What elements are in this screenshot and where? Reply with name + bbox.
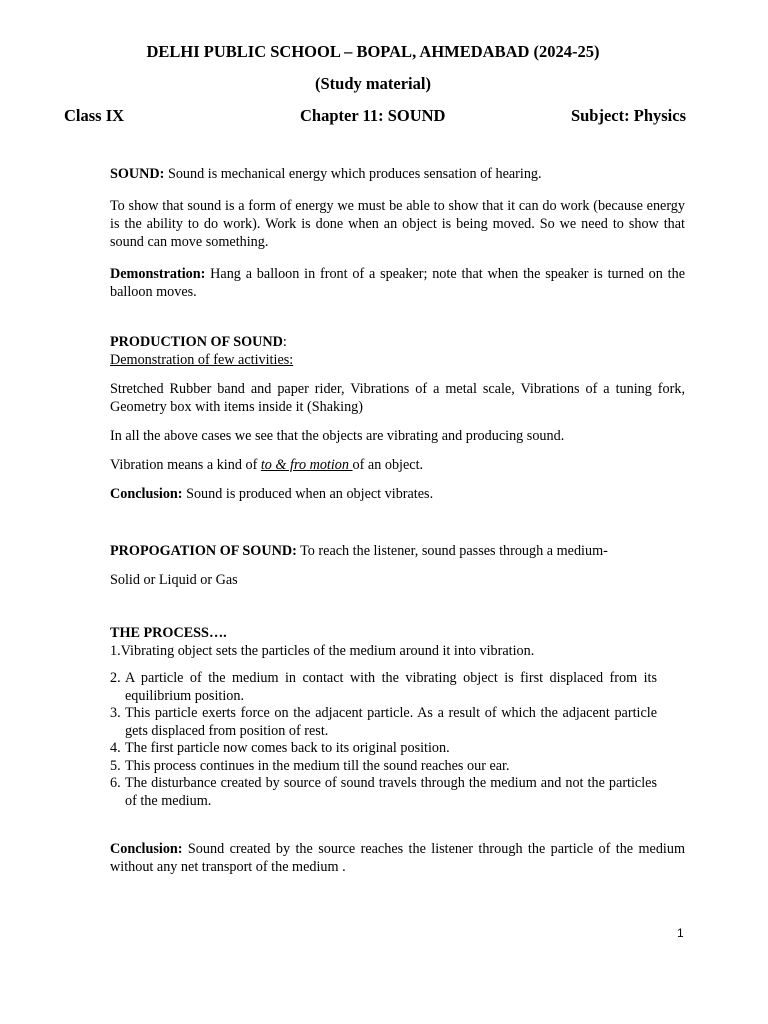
final-conclusion-label: Conclusion: [110, 841, 183, 857]
process-item-text: The first particle now comes back to its original position. [125, 740, 450, 756]
vibration-prefix: Vibration means a kind of [110, 457, 261, 473]
process-item-text: The disturbance created by source of sound travels through the medium and not the particles of the medium. [125, 775, 657, 809]
vibration-emphasis: to & fro motion [260, 457, 353, 473]
process-item [110, 775, 657, 810]
school-title: DELHI PUBLIC SCHOOL – BOPAL, AHMEDABAD (2024-25) [146, 42, 600, 61]
demonstration-text: Hang a balloon in front of a speaker; note that when the speaker is turned on the balloon moves. [110, 266, 685, 300]
process-item-number: 4. [110, 740, 121, 756]
production-heading [110, 333, 685, 351]
process-item [110, 740, 657, 758]
propagation-heading: PROPOGATION OF SOUND: [110, 543, 297, 559]
process-heading [110, 624, 685, 642]
production-conclusion [110, 485, 685, 503]
propagation-text: To reach the listener, sound passes through a medium- [296, 543, 608, 559]
demonstration-label: Demonstration: [110, 266, 206, 282]
production-activities: Stretched Rubber band and paper rider, Vibrations of a metal scale, Vibrations of a tuning fork, Geometry box with items inside it (Shaking) [110, 381, 685, 415]
production-conclusion-label: Conclusion: [110, 486, 183, 502]
production-heading-colon: : [282, 334, 287, 350]
subject-label: Subject: Physics [570, 106, 686, 125]
process-item-number: 2. [110, 670, 121, 686]
process-item-text: A particle of the medium in contact with the vibrating object is first displaced from its equilibrium position. [125, 670, 657, 704]
page-number: 1 [677, 926, 684, 940]
document-subtitle: (Study material) [315, 74, 431, 93]
process-item-text: This process continues in the medium till the sound reaches our ear. [125, 757, 510, 774]
propagation-paragraph [110, 542, 685, 560]
class-label: Class IX [64, 106, 125, 125]
vibration-definition [110, 456, 685, 474]
production-heading-text: PRODUCTION OF SOUND [110, 334, 283, 350]
propagation-media: Solid or Liquid or Gas [110, 572, 238, 588]
process-item [110, 758, 657, 776]
final-conclusion [110, 840, 685, 876]
process-item [110, 705, 657, 740]
sound-definition [110, 165, 685, 183]
process-item-number: 3. [110, 705, 121, 721]
sound-demonstration [110, 265, 685, 301]
final-conclusion-text: Sound created by the source reaches the listener through the particle of the medium without any net transport of the medium . [110, 841, 685, 875]
vibration-suffix: of an object. [352, 457, 424, 473]
sound-definition-text: Sound is mechanical energy which produces sensation of hearing. [164, 166, 542, 182]
document-body [110, 165, 685, 876]
sound-energy-paragraph: To show that sound is a form of energy we must be able to show that it can do work (because energy is the ability to do work). Work is done when an object is being moved. So we need to show that sound can move something. [110, 198, 685, 250]
process-item-number: 6. [110, 775, 121, 791]
process-heading-text: THE PROCESS…. [110, 625, 227, 641]
chapter-label: Chapter 11: SOUND [300, 106, 446, 125]
process-list [110, 670, 657, 810]
sound-heading: SOUND: [110, 166, 165, 182]
process-item-text: This particle exerts force on the adjacent particle. As a result of which the adjacent particle gets displaced from position of rest. [125, 705, 657, 739]
production-conclusion-text: Sound is produced when an object vibrates. [182, 486, 434, 502]
process-item-1: 1.Vibrating object sets the particles of the medium around it into vibration. [110, 643, 535, 659]
production-observation: In all the above cases we see that the objects are vibrating and producing sound. [110, 428, 565, 444]
production-subheading: Demonstration of few activities: [110, 352, 294, 368]
process-item-number: 5. [110, 757, 121, 774]
process-item [110, 670, 657, 705]
